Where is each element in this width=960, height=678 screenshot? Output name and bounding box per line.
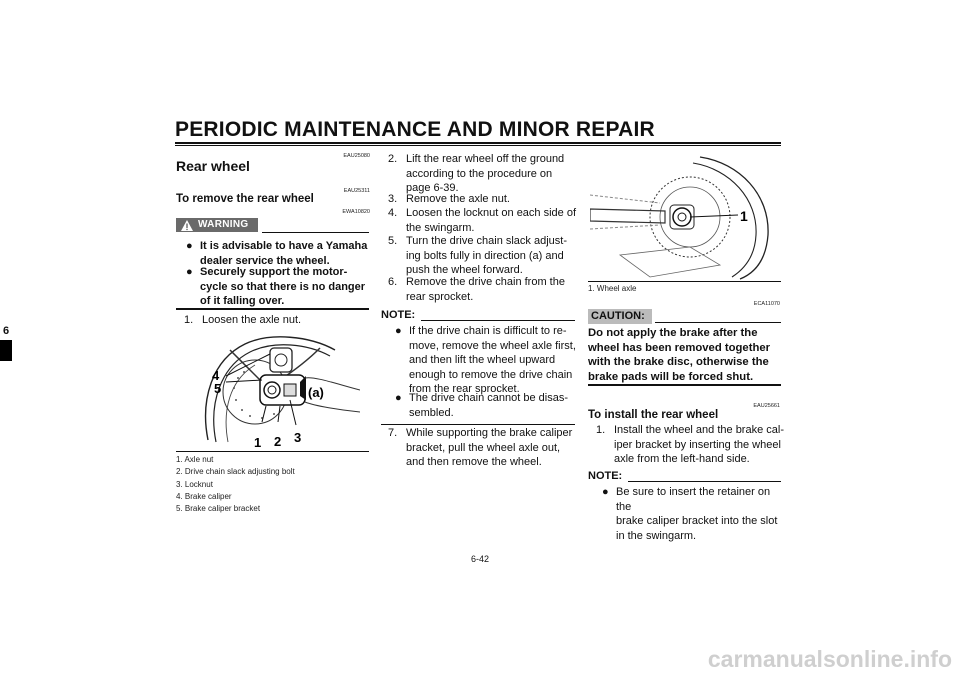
fig-label-4: 4 <box>212 368 220 383</box>
fig-label-5: 5 <box>214 381 222 396</box>
code-install: EAU25661 <box>753 403 780 409</box>
fig-label-1: 1 <box>254 435 262 450</box>
title-rule-thin <box>175 145 781 146</box>
rear-wheel-caliper-figure <box>200 330 360 450</box>
figure2-caption-rule <box>588 281 781 282</box>
fig2-label-1: 1 <box>740 208 748 224</box>
figure1-captions: 1. Axle nut 2. Drive chain slack adjusting bolt 3. Locknut 4. Brake caliper 5. Brake caliper bracket <box>176 455 295 514</box>
bullet-dot-icon: ● <box>395 325 402 337</box>
bullet-dot-icon: ● <box>395 392 402 404</box>
caution-rule-bottom <box>588 384 781 386</box>
section-title: Rear wheel <box>176 158 250 174</box>
fig-label-3: 3 <box>294 430 302 445</box>
code-remove: EAU25311 <box>343 188 370 194</box>
bullet-dot-icon: ● <box>602 486 609 498</box>
code-warning: EWA10820 <box>342 209 370 215</box>
figure1-caption-rule <box>176 451 369 452</box>
caution-text: Do not apply the brake after the wheel has been removed together with the brake disc, otherwise the brake pads will be forced shut. <box>588 327 771 383</box>
bullet-dot-icon: ● <box>186 266 193 278</box>
note-rule-top <box>421 320 575 321</box>
wheel-axle-figure <box>590 155 780 280</box>
warning-rule-top <box>262 232 369 233</box>
install-note-label: NOTE: <box>588 470 623 482</box>
fig-label-a: (a) <box>308 385 324 400</box>
warning-badge <box>176 218 258 232</box>
install-note-rule <box>628 481 781 482</box>
caution-badge: CAUTION: <box>588 309 652 324</box>
title-rule <box>175 142 781 144</box>
code-section: EAU25080 <box>343 153 370 159</box>
remove-heading: To remove the rear wheel <box>176 193 314 205</box>
warning-triangle-icon <box>180 219 194 232</box>
page-number: 6-42 <box>470 554 489 564</box>
bullet-dot-icon: ● <box>186 240 193 252</box>
watermark: carmanualsonline.info <box>707 646 952 672</box>
caution-rule-top <box>655 322 781 323</box>
fig-label-2: 2 <box>274 434 282 449</box>
note-rule-bottom <box>381 424 575 425</box>
warning-label: WARNING <box>198 219 249 230</box>
install-heading: To install the rear wheel <box>588 409 719 421</box>
chapter-number: 6 <box>0 322 12 340</box>
chapter-title: PERIODIC MAINTENANCE AND MINOR REPAIR <box>175 118 655 141</box>
note-label: NOTE: <box>381 309 416 321</box>
warning-rule-bottom <box>176 308 369 310</box>
figure2-caption: 1. Wheel axle <box>588 284 637 293</box>
code-caution: ECA11070 <box>753 301 780 307</box>
